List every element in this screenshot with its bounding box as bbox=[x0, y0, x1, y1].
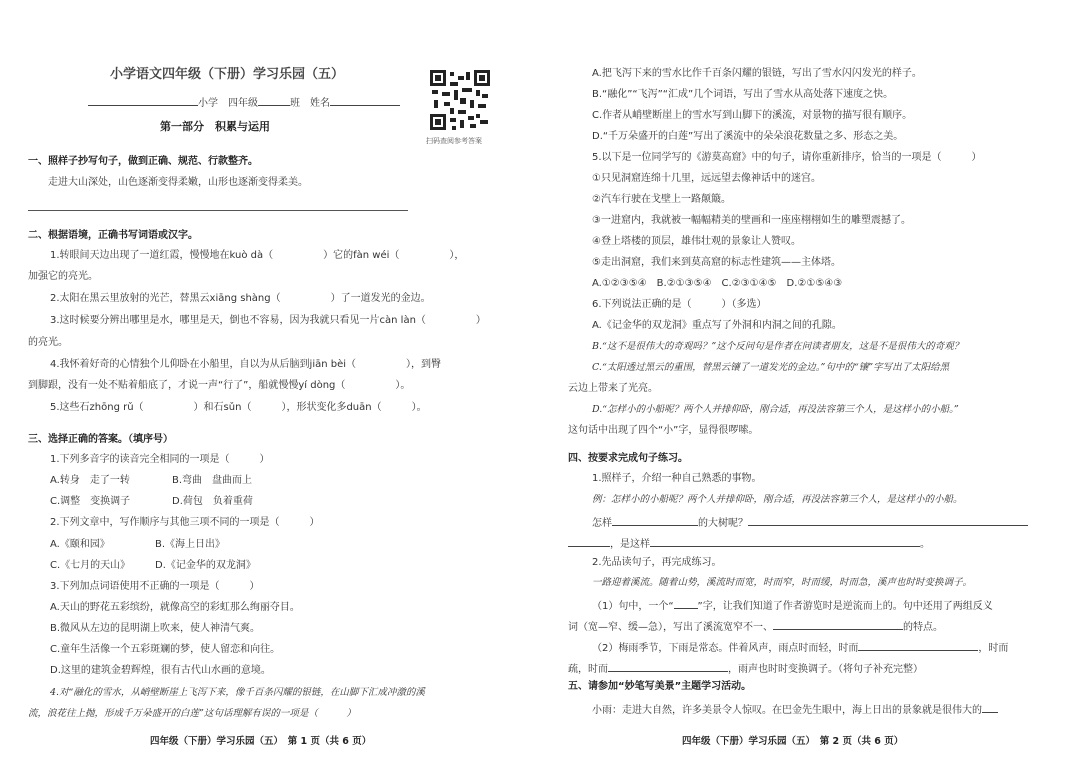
page-footer-1: 四年级（下册）学习乐园（五） 第 1 页（共 6 页） bbox=[150, 736, 372, 747]
q3-option-a[interactable]: A.天山的野花五彩缤纷，就像高空的彩虹那么绚丽夺目。 bbox=[50, 602, 300, 613]
q5-sentence-2: ②汽车行驶在戈壁上一路颠簸。 bbox=[592, 194, 731, 205]
s4-part-2-line-2: 疏，时而 ，雨声也时时变换调子。（将句子补充完整） bbox=[568, 660, 923, 677]
q2-stem: 2.下列文章中，写作顺序与其他三项不同的一项是（ ） bbox=[50, 517, 320, 528]
q4-option-a[interactable]: A.把飞泻下来的雪水比作千百条闪耀的银链，写出了雪水闪闪发光的样子。 bbox=[592, 68, 922, 79]
q3-stem: 3.下列加点词语使用不正确的一项是（ ） bbox=[50, 581, 260, 592]
s2-line-6: 4.我怀着好奇的心情独个儿仰卧在小船里，自以为从后脑到jiān bèi（ ），到臀 bbox=[50, 359, 442, 370]
q3-option-d[interactable]: D.这里的建筑金碧辉煌，很有古代山水画的意境。 bbox=[50, 665, 271, 676]
q2-option-a[interactable]: A.《颐和园》 bbox=[50, 539, 110, 550]
q6-option-c-line-1[interactable]: C.“太阳透过黑云的重围，替黑云镶了一道发光的金边。”句中的“镶”字写出了太阳给黑 bbox=[592, 362, 950, 373]
q6-option-b[interactable]: B.“这不是很伟大的奇观吗？”这个反问句是作者在问读者朋友，这是不是很伟大的奇观？ bbox=[592, 341, 964, 352]
q2-option-d[interactable]: D.《记金华的双龙洞》 bbox=[155, 560, 256, 571]
section-3-heading: 三、选择正确的答案。（填序号） bbox=[28, 434, 173, 445]
s4-blank-feature[interactable] bbox=[773, 618, 903, 630]
q5-stem: 5.以下是一位同学写的《游莫高窟》中的句子，请你重新排序，恰当的一项是（ ） bbox=[592, 152, 982, 163]
q6-option-c-line-2: 云边上带来了光亮。 bbox=[568, 383, 658, 394]
q6-option-a[interactable]: A.《记金华的双龙洞》重点写了外洞和内洞之间的孔隙。 bbox=[592, 320, 842, 331]
s2-line-2: 加强它的亮光。 bbox=[28, 271, 98, 282]
school-blank[interactable] bbox=[88, 94, 198, 106]
s4-fill-row-2: ，是这样 。 bbox=[568, 535, 930, 552]
s2-line-1: 1.转眼间天边出现了一道红霞，慢慢地在kuò dà（ ）它的fàn wéi（ ）， bbox=[50, 250, 465, 261]
class-blank[interactable] bbox=[258, 94, 290, 106]
s4-blank-rain-2[interactable] bbox=[608, 660, 728, 672]
s4-fill-row-1: 怎样 的大树呢？ bbox=[592, 514, 1028, 531]
s5-text: 小雨：走进大自然，许多美景令人惊叹。在巴金先生眼中，海上日出的景象就是很伟大的 bbox=[592, 701, 998, 718]
s4-part-1-line-1: （1）句中，一个“ ”字，让我们知道了作者游览时是逆流而上的。句中还用了两组反义 bbox=[592, 597, 993, 614]
q4-stem-line-1: 4.对“融化的雪水，从峭壁断崖上飞泻下来，像千百条闪耀的银链，在山脚下汇成冲激的溪 bbox=[50, 687, 425, 698]
copy-sentence: 走进大山深处，山色逐渐变得柔嫩，山形也逐渐变得柔美。 bbox=[48, 177, 308, 188]
s4-blank-start[interactable] bbox=[568, 535, 610, 547]
q2-option-b[interactable]: B.《海上日出》 bbox=[155, 539, 226, 550]
q5-sentence-4: ④登上塔楼的顶层，雄伟壮观的景象让人赞叹。 bbox=[592, 236, 801, 247]
q2-option-c[interactable]: C.《七月的天山》 bbox=[50, 560, 131, 571]
q1-stem: 1.下列多音字的读音完全相同的一项是（ ） bbox=[50, 454, 270, 465]
q4-stem-line-2: 流，浪花往上抛，形成千万朵盛开的白莲”这句话理解有误的一项是（ ） bbox=[28, 708, 356, 719]
s4-blank-char[interactable] bbox=[674, 597, 698, 609]
copy-answer-line[interactable] bbox=[28, 210, 408, 211]
qr-caption: 扫码查阅参考答案 bbox=[426, 137, 482, 145]
s4-blank-description[interactable] bbox=[748, 514, 1028, 526]
section-2-heading: 二、根据语境，正确书写词语或汉字。 bbox=[28, 230, 198, 241]
s4-blank-how[interactable] bbox=[612, 514, 698, 526]
s4-blank-this[interactable] bbox=[650, 535, 920, 547]
s4-blank-rain-1[interactable] bbox=[858, 639, 978, 651]
q6-option-d-line-1[interactable]: D.“怎样小的小船呢？两个人并排仰卧，刚合适，再没法容第三个人，是这样小的小船。” bbox=[592, 404, 959, 415]
s4-part-2-line-1: （2）梅雨季节，下雨是常态。伴着风声，雨点时而轻，时而 ，时而 bbox=[592, 639, 1008, 656]
q4-option-c[interactable]: C.作者从峭壁断崖上的雪水写到山脚下的溪流，对景物的描写很有顺序。 bbox=[592, 110, 913, 121]
q6-stem: 6.下列说法正确的是（ ）（多选） bbox=[592, 299, 767, 310]
section-5-heading: 五、请参加“妙笔写美景”主题学习活动。 bbox=[568, 681, 752, 692]
q1-option-b[interactable]: B.弯曲 盘曲而上 bbox=[172, 475, 253, 486]
name-blank[interactable] bbox=[330, 94, 400, 106]
qr-code[interactable] bbox=[430, 70, 490, 130]
s4-passage: 一路迎着溪流。随着山势，溪流时而宽，时而窄，时而缓，时而急，溪声也时时变换调子。 bbox=[592, 577, 973, 588]
s4-part-1-line-2: 词（宽—窄、缓—急），写出了溪流宽窄不一、 的特点。 bbox=[568, 618, 943, 635]
s2-line-8: 5.这些石zhōng rǔ（ ）和石sǔn（ ），形状变化多duān（ ）。 bbox=[50, 402, 427, 413]
student-info-row: 小学 四年级 班 姓名 bbox=[88, 94, 400, 111]
q5-sentence-5: ⑤走出洞窟，我们来到莫高窟的标志性建筑——主体塔。 bbox=[592, 257, 841, 268]
s4-task-2: 2.先品读句子，再完成练习。 bbox=[592, 557, 722, 568]
q6-option-d-line-2: 这句话中出现了四个“小”字，显得很啰嗦。 bbox=[568, 425, 759, 436]
s2-line-7: 到脚跟，没有一处不贴着船底了，才说一声“行了”，船就慢慢yí dòng（ ）。 bbox=[28, 380, 411, 391]
q3-option-b[interactable]: B.微风从左边的昆明湖上吹来，使人神清气爽。 bbox=[50, 623, 261, 634]
s4-task-1: 1.照样子，介绍一种自己熟悉的事物。 bbox=[592, 473, 762, 484]
part-title: 第一部分 积累与运用 bbox=[160, 120, 270, 133]
section-1-heading: 一、照样子抄写句子，做到正确、规范、行款整齐。 bbox=[28, 156, 258, 167]
q1-option-a[interactable]: A.转身 走了一转 bbox=[50, 475, 130, 486]
worksheet-title: 小学语文四年级（下册）学习乐园（五） bbox=[110, 67, 345, 82]
q4-option-d[interactable]: D.“千万朵盛开的白莲”写出了溪流中的朵朵浪花数量之多、形态之美。 bbox=[592, 131, 904, 142]
q3-option-c[interactable]: C.童年生活像一个五彩斑斓的梦，使人留恋和向往。 bbox=[50, 644, 281, 655]
page-footer-2: 四年级（下册）学习乐园（五） 第 2 页（共 6 页） bbox=[682, 736, 904, 747]
s2-line-4: 3.这时候要分辨出哪里是水，哪里是天，倒也不容易，因为我就只看见一片càn làn（ ） bbox=[50, 315, 486, 326]
q1-option-c[interactable]: C.调整 变换调子 bbox=[50, 496, 131, 507]
s2-line-3: 2.太阳在黑云里放射的光芒，替黑云xiāng shàng（ ）了一道发光的金边。 bbox=[50, 293, 431, 304]
s5-blank[interactable] bbox=[982, 701, 998, 713]
section-4-heading: 四、按要求完成句子练习。 bbox=[568, 453, 688, 464]
right-page bbox=[540, 0, 1080, 764]
q5-sentence-1: ①只见洞窟连绵十几里，远远望去像神话中的迷宫。 bbox=[592, 173, 821, 184]
s2-line-5: 的亮光。 bbox=[28, 337, 68, 348]
q5-options[interactable]: A.①②③⑤④ B.②①③⑤④ C.②③①④⑤ D.②①⑤④③ bbox=[592, 278, 843, 289]
q4-option-b[interactable]: B.“融化”“飞泻”“汇成”几个词语，写出了雪水从高处落下速度之快。 bbox=[592, 89, 894, 100]
s4-example: 例：怎样小的小船呢？两个人并排仰卧，刚合适，再没法容第三个人，是这样小的小船。 bbox=[592, 494, 963, 505]
q1-option-d[interactable]: D.荷包 负着重荷 bbox=[172, 496, 253, 507]
q5-sentence-3: ③一进窟内，我就被一幅幅精美的壁画和一座座栩栩如生的雕塑震撼了。 bbox=[592, 215, 911, 226]
